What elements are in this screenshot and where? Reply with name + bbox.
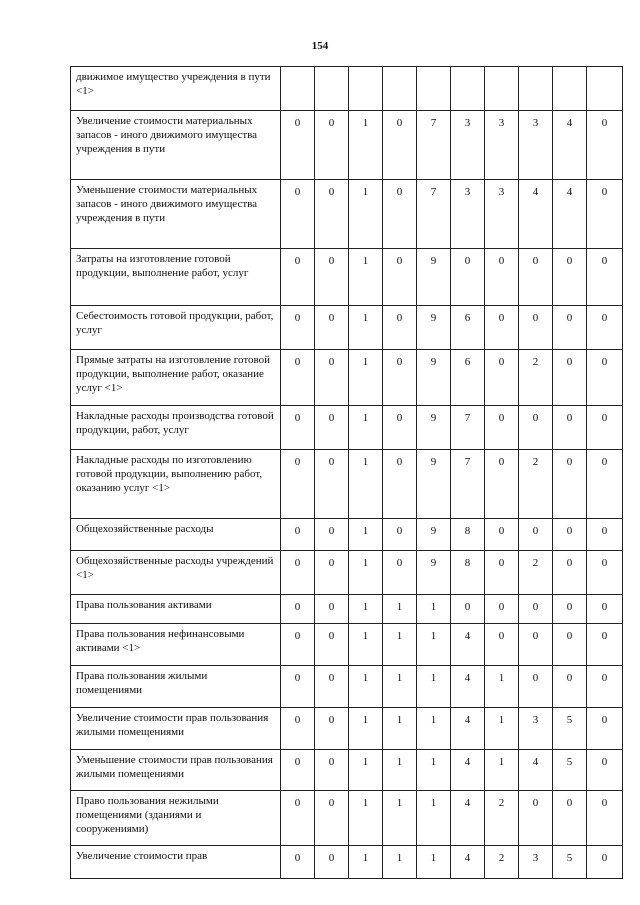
code-digit-cell: 1 [383, 624, 417, 666]
code-digit-cell: 0 [281, 450, 315, 519]
code-digit-cell: 1 [349, 111, 383, 180]
page-number: 154 [311, 40, 329, 52]
code-digit-cell: 0 [587, 624, 623, 666]
row-description: Себестоимость готовой продукции, работ, услуг [71, 306, 281, 350]
code-digit-cell: 5 [553, 708, 587, 750]
row-description: Права пользования жилыми помещениями [71, 666, 281, 708]
code-digit-cell: 3 [519, 111, 553, 180]
code-digit-cell: 0 [485, 306, 519, 350]
code-digit-cell: 0 [383, 350, 417, 406]
code-digit-cell [485, 67, 519, 111]
table-row [71, 111, 623, 180]
code-digit-cell: 4 [553, 180, 587, 249]
code-digit-cell: 4 [553, 111, 587, 180]
table-row [71, 350, 623, 406]
code-digit-cell: 1 [485, 708, 519, 750]
code-digit-cell: 1 [417, 846, 451, 879]
code-digit-cell [417, 67, 451, 111]
code-digit-cell: 0 [315, 846, 349, 879]
code-digit-cell: 9 [417, 249, 451, 306]
code-digit-cell: 1 [349, 708, 383, 750]
code-digit-cell: 0 [587, 180, 623, 249]
code-digit-cell: 0 [281, 551, 315, 595]
code-digit-cell: 7 [417, 111, 451, 180]
code-digit-cell: 0 [281, 350, 315, 406]
code-digit-cell: 0 [587, 791, 623, 846]
code-digit-cell: 1 [349, 846, 383, 879]
code-digit-cell: 0 [281, 519, 315, 551]
code-digit-cell: 1 [349, 791, 383, 846]
code-digit-cell: 8 [451, 519, 485, 551]
code-digit-cell: 0 [519, 595, 553, 624]
row-description: Права пользования нефинансовыми активами <1> [71, 624, 281, 666]
code-digit-cell: 0 [587, 406, 623, 450]
code-digit-cell: 7 [451, 450, 485, 519]
table-row [71, 791, 623, 846]
table-row [71, 846, 623, 879]
code-digit-cell: 1 [417, 791, 451, 846]
code-digit-cell: 3 [485, 111, 519, 180]
table-row [71, 551, 623, 595]
code-digit-cell: 1 [485, 666, 519, 708]
code-digit-cell: 0 [281, 666, 315, 708]
code-digit-cell: 4 [451, 624, 485, 666]
code-digit-cell: 0 [281, 406, 315, 450]
code-digit-cell: 0 [553, 406, 587, 450]
table-row [71, 708, 623, 750]
code-digit-cell: 0 [383, 551, 417, 595]
code-digit-cell: 0 [315, 666, 349, 708]
code-digit-cell: 0 [519, 406, 553, 450]
code-digit-cell: 0 [383, 180, 417, 249]
code-digit-cell: 8 [451, 551, 485, 595]
code-digit-cell: 0 [485, 249, 519, 306]
code-digit-cell: 6 [451, 306, 485, 350]
code-digit-cell: 0 [553, 306, 587, 350]
code-digit-cell: 0 [315, 624, 349, 666]
row-description: Увеличение стоимости прав пользования жилыми помещениями [71, 708, 281, 750]
code-digit-cell: 0 [315, 595, 349, 624]
code-digit-cell: 3 [485, 180, 519, 249]
code-digit-cell: 2 [519, 450, 553, 519]
table-row [71, 67, 623, 111]
code-digit-cell: 1 [349, 350, 383, 406]
code-digit-cell: 0 [315, 519, 349, 551]
code-digit-cell: 0 [553, 595, 587, 624]
code-digit-cell: 0 [587, 350, 623, 406]
code-digit-cell: 0 [587, 846, 623, 879]
code-digit-cell: 4 [451, 708, 485, 750]
code-digit-cell: 0 [553, 519, 587, 551]
row-description: Затраты на изготовление готовой продукции, выполнение работ, услуг [71, 249, 281, 306]
code-digit-cell [519, 67, 553, 111]
code-digit-cell: 0 [485, 624, 519, 666]
code-digit-cell: 4 [519, 180, 553, 249]
code-digit-cell: 1 [383, 708, 417, 750]
code-digit-cell [349, 67, 383, 111]
row-description: Уменьшение стоимости прав пользования жилыми помещениями [71, 750, 281, 791]
row-description: Общехозяйственные расходы учреждений <1> [71, 551, 281, 595]
code-digit-cell: 0 [519, 249, 553, 306]
code-digit-cell: 1 [383, 846, 417, 879]
code-digit-cell: 0 [485, 450, 519, 519]
code-digit-cell: 0 [485, 350, 519, 406]
code-digit-cell: 0 [315, 551, 349, 595]
code-digit-cell: 0 [587, 249, 623, 306]
code-digit-cell: 9 [417, 306, 451, 350]
code-digit-cell: 0 [281, 595, 315, 624]
table-row [71, 519, 623, 551]
table-row [71, 180, 623, 249]
code-digit-cell: 1 [349, 624, 383, 666]
code-digit-cell: 0 [587, 519, 623, 551]
code-digit-cell: 5 [553, 750, 587, 791]
row-description: Накладные расходы по изготовлению готовой продукции, выполнению работ, оказанию услуг <1> [71, 450, 281, 519]
code-digit-cell: 0 [315, 450, 349, 519]
code-digit-cell: 0 [519, 791, 553, 846]
code-digit-cell: 0 [281, 791, 315, 846]
code-digit-cell: 0 [587, 551, 623, 595]
code-digit-cell: 0 [281, 846, 315, 879]
table-row [71, 595, 623, 624]
code-digit-cell: 1 [383, 791, 417, 846]
row-description: Права пользования активами [71, 595, 281, 624]
code-digit-cell: 0 [519, 519, 553, 551]
table-row [71, 406, 623, 450]
code-digit-cell: 0 [553, 791, 587, 846]
code-digit-cell [315, 67, 349, 111]
code-digit-cell: 0 [485, 519, 519, 551]
code-digit-cell: 1 [349, 519, 383, 551]
row-description: движимое имущество учреждения в пути <1> [71, 67, 281, 111]
code-digit-cell: 0 [281, 249, 315, 306]
table-row [71, 249, 623, 306]
code-digit-cell: 0 [315, 350, 349, 406]
code-digit-cell: 1 [383, 666, 417, 708]
code-digit-cell: 1 [383, 750, 417, 791]
code-digit-cell [553, 67, 587, 111]
code-digit-cell: 0 [553, 624, 587, 666]
code-digit-cell: 1 [349, 306, 383, 350]
code-digit-cell: 3 [451, 180, 485, 249]
code-digit-cell: 4 [451, 666, 485, 708]
code-digit-cell: 1 [349, 406, 383, 450]
code-digit-cell [281, 67, 315, 111]
row-description: Увеличение стоимости прав [71, 846, 281, 879]
code-digit-cell: 0 [553, 350, 587, 406]
code-digit-cell: 1 [349, 750, 383, 791]
code-digit-cell: 1 [349, 180, 383, 249]
code-digit-cell: 0 [281, 306, 315, 350]
code-digit-cell: 9 [417, 450, 451, 519]
row-description: Накладные расходы производства готовой продукции, работ, услуг [71, 406, 281, 450]
code-digit-cell: 0 [281, 111, 315, 180]
code-digit-cell: 0 [315, 406, 349, 450]
code-digit-cell: 2 [519, 350, 553, 406]
table-body [71, 67, 623, 879]
code-digit-cell: 9 [417, 350, 451, 406]
code-digit-cell: 1 [383, 595, 417, 624]
table-row [71, 306, 623, 350]
code-digit-cell: 7 [451, 406, 485, 450]
code-digit-cell: 0 [587, 666, 623, 708]
code-digit-cell: 0 [553, 249, 587, 306]
code-digit-cell [587, 67, 623, 111]
table-row [71, 450, 623, 519]
code-digit-cell: 1 [417, 708, 451, 750]
code-digit-cell: 3 [451, 111, 485, 180]
code-digit-cell: 0 [553, 551, 587, 595]
row-description: Право пользования нежилыми помещениями (зданиями и сооружениями) [71, 791, 281, 846]
code-digit-cell: 0 [485, 551, 519, 595]
row-description: Прямые затраты на изготовление готовой продукции, выполнение работ, оказание услуг <1> [71, 350, 281, 406]
code-digit-cell [383, 67, 417, 111]
code-digit-cell: 0 [315, 111, 349, 180]
code-digit-cell: 3 [519, 846, 553, 879]
code-digit-cell: 0 [553, 450, 587, 519]
row-description: Увеличение стоимости материальных запасов - иного движимого имущества учреждения в пути [71, 111, 281, 180]
code-digit-cell: 0 [315, 180, 349, 249]
code-digit-cell: 0 [383, 306, 417, 350]
code-digit-cell: 1 [349, 551, 383, 595]
code-digit-cell: 1 [349, 249, 383, 306]
code-digit-cell: 1 [485, 750, 519, 791]
code-digit-cell: 9 [417, 551, 451, 595]
code-digit-cell: 4 [451, 750, 485, 791]
code-digit-cell: 1 [417, 666, 451, 708]
row-description: Общехозяйственные расходы [71, 519, 281, 551]
code-digit-cell: 0 [485, 406, 519, 450]
account-codes-table [70, 66, 623, 879]
code-digit-cell: 6 [451, 350, 485, 406]
code-digit-cell: 0 [281, 708, 315, 750]
code-digit-cell: 9 [417, 519, 451, 551]
table-row [71, 624, 623, 666]
code-digit-cell: 0 [281, 624, 315, 666]
code-digit-cell: 4 [519, 750, 553, 791]
code-digit-cell [451, 67, 485, 111]
code-digit-cell: 0 [315, 708, 349, 750]
code-digit-cell: 5 [553, 846, 587, 879]
table-row [71, 750, 623, 791]
code-digit-cell: 0 [587, 708, 623, 750]
code-digit-cell: 0 [519, 666, 553, 708]
code-digit-cell: 3 [519, 708, 553, 750]
code-digit-cell: 0 [383, 111, 417, 180]
code-digit-cell: 1 [349, 595, 383, 624]
code-digit-cell: 0 [587, 750, 623, 791]
code-digit-cell: 0 [485, 595, 519, 624]
code-digit-cell: 2 [519, 551, 553, 595]
code-digit-cell: 0 [519, 624, 553, 666]
code-digit-cell: 1 [349, 666, 383, 708]
code-digit-cell: 2 [485, 791, 519, 846]
code-digit-cell: 0 [587, 450, 623, 519]
code-digit-cell: 1 [417, 750, 451, 791]
code-digit-cell: 0 [451, 249, 485, 306]
code-digit-cell: 4 [451, 846, 485, 879]
code-digit-cell: 0 [281, 750, 315, 791]
code-digit-cell: 4 [451, 791, 485, 846]
code-digit-cell: 2 [485, 846, 519, 879]
table-row [71, 666, 623, 708]
code-digit-cell: 9 [417, 406, 451, 450]
code-digit-cell: 0 [553, 666, 587, 708]
code-digit-cell: 7 [417, 180, 451, 249]
code-digit-cell: 0 [383, 450, 417, 519]
code-digit-cell: 0 [315, 249, 349, 306]
code-digit-cell: 0 [315, 750, 349, 791]
code-digit-cell: 1 [417, 595, 451, 624]
code-digit-cell: 0 [315, 791, 349, 846]
code-digit-cell: 0 [587, 595, 623, 624]
code-digit-cell: 0 [587, 306, 623, 350]
code-digit-cell: 0 [587, 111, 623, 180]
code-digit-cell: 0 [383, 406, 417, 450]
code-digit-cell: 1 [417, 624, 451, 666]
code-digit-cell: 0 [383, 249, 417, 306]
code-digit-cell: 0 [315, 306, 349, 350]
code-digit-cell: 0 [383, 519, 417, 551]
code-digit-cell: 0 [281, 180, 315, 249]
row-description: Уменьшение стоимости материальных запасов - иного движимого имущества учреждения в пути [71, 180, 281, 249]
code-digit-cell: 0 [451, 595, 485, 624]
code-digit-cell: 0 [519, 306, 553, 350]
code-digit-cell: 1 [349, 450, 383, 519]
